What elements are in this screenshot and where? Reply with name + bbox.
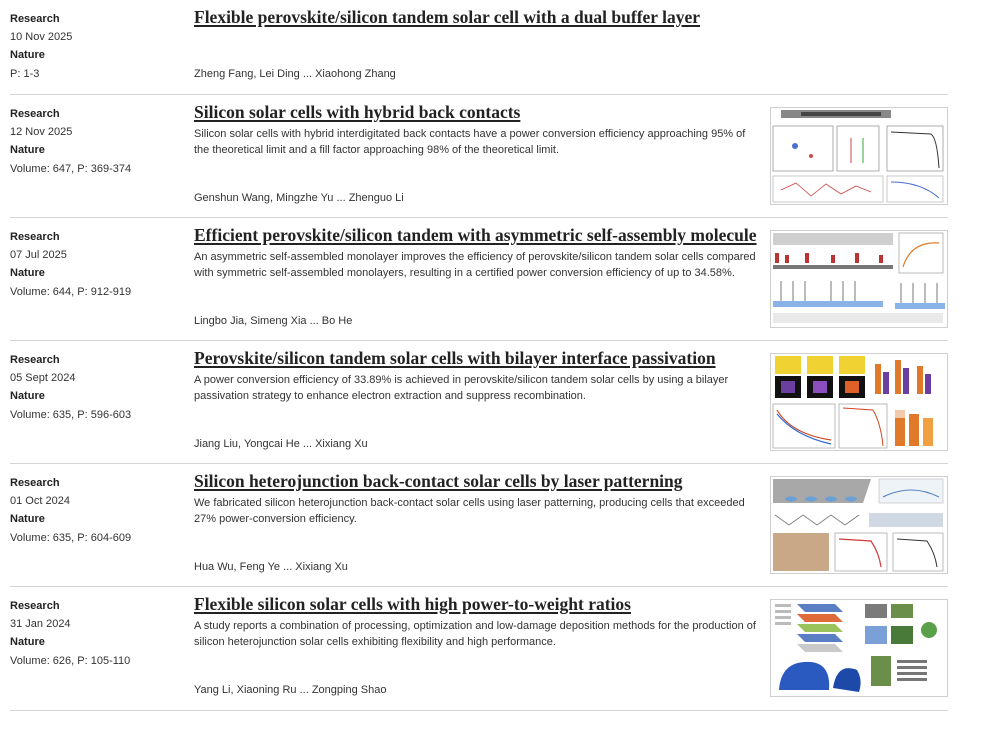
- article-list: [10, 0, 948, 711]
- figure-thumbnail[interactable]: [770, 476, 948, 574]
- article-title-link[interactable]: Silicon heterojunction back-contact solar cells by laser patterning: [194, 471, 683, 491]
- article-title-link[interactable]: Silicon solar cells with hybrid back contacts: [194, 102, 521, 122]
- article-date: 07 Jul 2025: [10, 249, 67, 262]
- article-type: Research: [10, 477, 60, 489]
- article-description: An asymmetric self-assembled monolayer improves the efficiency of perovskite/silicon tandem solar cells compared with symmetric self-assembled monolayers, resulting in a certified power conversion efficiency of up to 34.58%.: [194, 251, 756, 279]
- article-authors: Jiang Liu, Yongcai He ... Xixiang Xu: [194, 438, 368, 450]
- article-pages: Volume: 635, P: 604-609: [10, 531, 132, 544]
- article-meta: [10, 10, 180, 83]
- article-authors: Lingbo Jia, Simeng Xia ... Bo He: [194, 315, 353, 327]
- figure-thumbnail[interactable]: [770, 353, 948, 451]
- journal-name: Nature: [10, 513, 45, 526]
- article-meta: [10, 597, 180, 670]
- article-item: [10, 341, 948, 464]
- article-type: Research: [10, 13, 60, 25]
- article-authors: Yang Li, Xiaoning Ru ... Zongping Shao: [194, 684, 387, 696]
- article-title-link[interactable]: Perovskite/silicon tandem solar cells with bilayer interface passivation: [194, 348, 716, 368]
- article-pages: Volume: 644, P: 912-919: [10, 285, 132, 298]
- article-meta: [10, 228, 180, 301]
- figure-thumbnail[interactable]: [770, 107, 948, 205]
- article-title-link[interactable]: Flexible silicon solar cells with high power-to-weight ratios: [194, 594, 631, 614]
- article-meta: [10, 351, 180, 424]
- figure-thumbnail[interactable]: [770, 599, 948, 697]
- article-date: 10 Nov 2025: [10, 31, 73, 44]
- journal-name: Nature: [10, 390, 45, 403]
- figure-thumbnail-graphic: [771, 231, 947, 327]
- article-item: [10, 0, 948, 95]
- article-pages: Volume: 626, P: 105-110: [10, 654, 131, 667]
- journal-name: Nature: [10, 636, 45, 649]
- article-authors: Genshun Wang, Mingzhe Yu ... Zhenguo Li: [194, 192, 404, 204]
- article-type: Research: [10, 354, 60, 366]
- figure-thumbnail-graphic: [771, 354, 947, 450]
- article-item: [10, 95, 948, 218]
- article-item: [10, 218, 948, 341]
- article-type: Research: [10, 108, 60, 120]
- article-date: 01 Oct 2024: [10, 495, 70, 508]
- figure-thumbnail-graphic: [771, 477, 947, 573]
- article-pages: Volume: 647, P: 369-374: [10, 162, 132, 175]
- figure-thumbnail[interactable]: [770, 230, 948, 328]
- article-authors: Zheng Fang, Lei Ding ... Xiaohong Zhang: [194, 68, 396, 80]
- article-description: Silicon solar cells with hybrid interdigitated back contacts have a power conversion efficiency approaching 95% of the theoretical limit and a fill factor approaching 98% of the theoretical limit.: [194, 128, 746, 156]
- article-title-link[interactable]: Flexible perovskite/silicon tandem solar cell with a dual buffer layer: [194, 7, 701, 27]
- article-type: Research: [10, 600, 60, 612]
- article-meta: [10, 105, 180, 178]
- article-item: [10, 587, 948, 711]
- article-item: [10, 464, 948, 587]
- figure-thumbnail-graphic: [771, 600, 947, 696]
- article-date: 12 Nov 2025: [10, 126, 73, 139]
- article-description: We fabricated silicon heterojunction back-contact solar cells using laser patterning, producing cells that exceeded 27% power-conversion efficiency.: [194, 497, 745, 525]
- article-date: 31 Jan 2024: [10, 618, 71, 631]
- journal-name: Nature: [10, 49, 45, 62]
- article-pages: P: 1-3: [10, 67, 40, 80]
- article-description: A power conversion efficiency of 33.89% is achieved in perovskite/silicon tandem solar cells by using a bilayer passivation strategy to enhance electron extraction and suppress recombination.: [194, 374, 729, 402]
- article-authors: Hua Wu, Feng Ye ... Xixiang Xu: [194, 561, 348, 573]
- article-meta: [10, 474, 180, 547]
- article-type: Research: [10, 231, 60, 243]
- figure-thumbnail-graphic: [771, 108, 947, 204]
- article-title-link[interactable]: Efficient perovskite/silicon tandem with asymmetric self-assembly molecule: [194, 225, 757, 245]
- article-date: 05 Sept 2024: [10, 372, 76, 385]
- article-pages: Volume: 635, P: 596-603: [10, 408, 132, 421]
- article-description: A study reports a combination of processing, optimization and low-damage deposition methods for the production of silicon heterojunction solar cells exhibiting flexibility and high performance.: [194, 620, 756, 648]
- journal-name: Nature: [10, 267, 45, 280]
- journal-name: Nature: [10, 144, 45, 157]
